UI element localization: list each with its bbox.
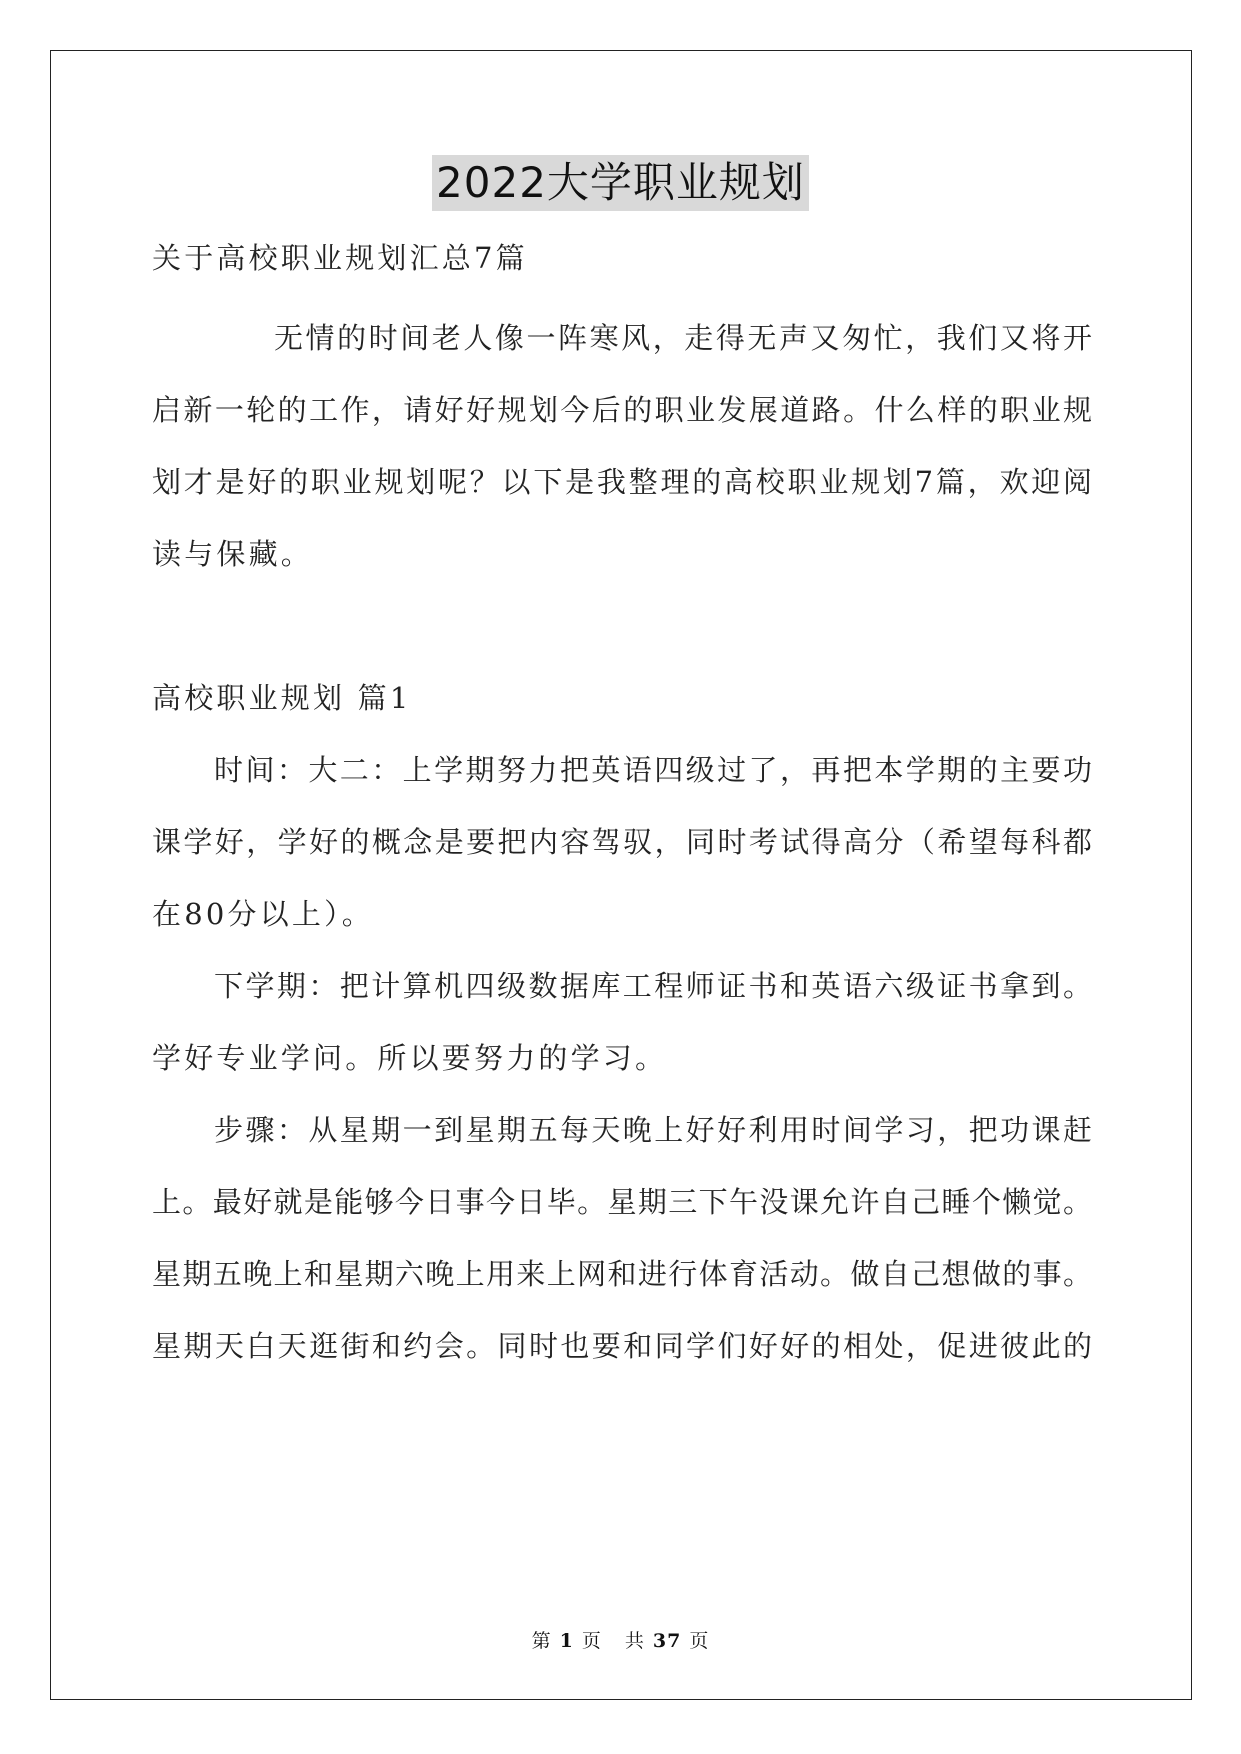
- body-line-7: 上。最好就是能够今日事今日毕。星期三下午没课允许自己睡个懒觉。: [152, 1185, 1092, 1219]
- footer-total-pages: 37: [652, 1630, 682, 1652]
- document-subtitle: 关于高校职业规划汇总7篇: [152, 241, 528, 275]
- section-heading: 高校职业规划 篇1: [152, 681, 412, 715]
- intro-line-1: 无情的时间老人像一阵寒风，走得无声又匆忙，我们又将开: [274, 321, 1092, 355]
- body-line-6: 步骤：从星期一到星期五每天晚上好好利用时间学习，把功课赶: [214, 1113, 1092, 1147]
- body-line-1: 时间：大二：上学期努力把英语四级过了，再把本学期的主要功: [214, 753, 1092, 787]
- footer-page-info: [528, 1630, 606, 1652]
- footer-total-prefix: 共: [624, 1630, 645, 1652]
- page-footer: [0, 1626, 1241, 1653]
- body-line-5: 学好专业学问。所以要努力的学习。: [152, 1041, 668, 1075]
- body-line-8: 星期五晚上和星期六晚上用来上网和进行体育活动。做自己想做的事。: [152, 1257, 1092, 1291]
- body-line-4: 下学期：把计算机四级数据库工程师证书和英语六级证书拿到。: [214, 969, 1092, 1003]
- footer-total-suffix: 页: [689, 1630, 710, 1652]
- body-line-3: 在80分以上）。: [152, 897, 375, 931]
- footer-page-suffix: 页: [581, 1630, 602, 1652]
- footer-total-info: [621, 1630, 713, 1652]
- intro-line-3: 划才是好的职业规划呢？以下是我整理的高校职业规划7篇，欢迎阅: [152, 465, 1092, 499]
- intro-line-2: 启新一轮的工作，请好好规划今后的职业发展道路。什么样的职业规: [152, 393, 1092, 427]
- footer-page-number: 1: [559, 1630, 574, 1652]
- title-container: [0, 155, 1241, 211]
- intro-line-4: 读与保藏。: [152, 537, 314, 571]
- footer-prefix: 第: [531, 1630, 552, 1652]
- body-line-2: 课学好，学好的概念是要把内容驾驭，同时考试得高分（希望每科都: [152, 825, 1092, 859]
- document-title: 2022大学职业规划: [432, 155, 809, 211]
- page-border: [50, 50, 1192, 1700]
- body-line-9: 星期天白天逛街和约会。同时也要和同学们好好的相处，促进彼此的: [152, 1329, 1092, 1363]
